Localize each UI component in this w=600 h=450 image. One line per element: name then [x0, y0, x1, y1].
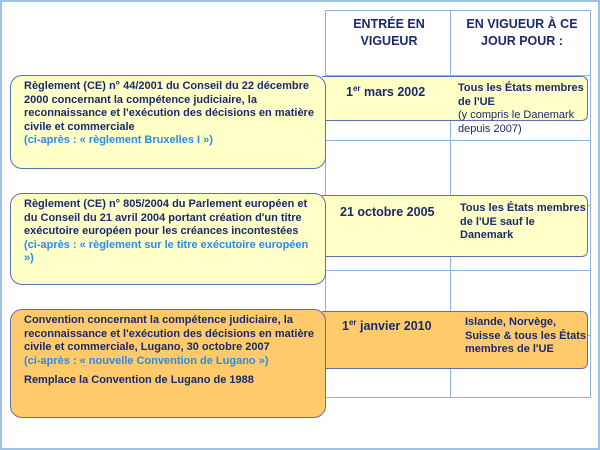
row-divider — [325, 140, 591, 141]
instrument-title: Règlement (CE) n° 805/2004 du Parlement européen et du Conseil du 21 avril 2004 portant création d'un titre exécutoire européen pour les créances incontestées — [24, 198, 308, 237]
states-1: Tous les États membres de l'UE (y compris le Danemark depuis 2007) — [458, 82, 584, 135]
instrument-title: Convention concernant la compétence judiciaire, la reconnaissance et l'exécution des décisions en matière civile et commerciale, Lugano, 30 octobre 2007 — [24, 314, 314, 353]
instrument-lugano — [10, 309, 326, 418]
header-entry-into-force: ENTRÉE EN VIGUEUR — [353, 17, 425, 48]
instrument-alias: (ci-après : « règlement Bruxelles I ») — [24, 134, 213, 146]
instrument-brussels-1 — [10, 75, 326, 169]
states-2: Tous les États membres de l'UE sauf le Danemark — [460, 202, 586, 241]
entry-date-1: 1er mars 2002 — [346, 84, 426, 100]
instrument-alias: (ci-après : « nouvelle Convention de Lugano ») — [24, 354, 269, 367]
instrument-titre-executoire — [10, 193, 326, 285]
row-divider — [325, 270, 591, 271]
entry-date-2: 21 octobre 2005 — [340, 205, 435, 219]
states-3: Islande, Norvège, Suisse & tous les États membres de l'UE — [465, 316, 587, 355]
entry-date-3: 1er janvier 2010 — [342, 318, 432, 334]
instrument-note: Remplace la Convention de Lugano de 1988 — [24, 374, 254, 386]
instrument-alias: (ci-après : « règlement sur le titre exécutoire européen ») — [24, 238, 309, 264]
instrument-title: Règlement (CE) n° 44/2001 du Conseil du 22 décembre 2000 concernant la compétence judiciaire, la reconnaissance et l'exécution des décisions en matière civile et commerciale — [24, 80, 314, 133]
header-in-force-for: EN VIGUEUR À CE JOUR POUR : — [466, 17, 578, 48]
